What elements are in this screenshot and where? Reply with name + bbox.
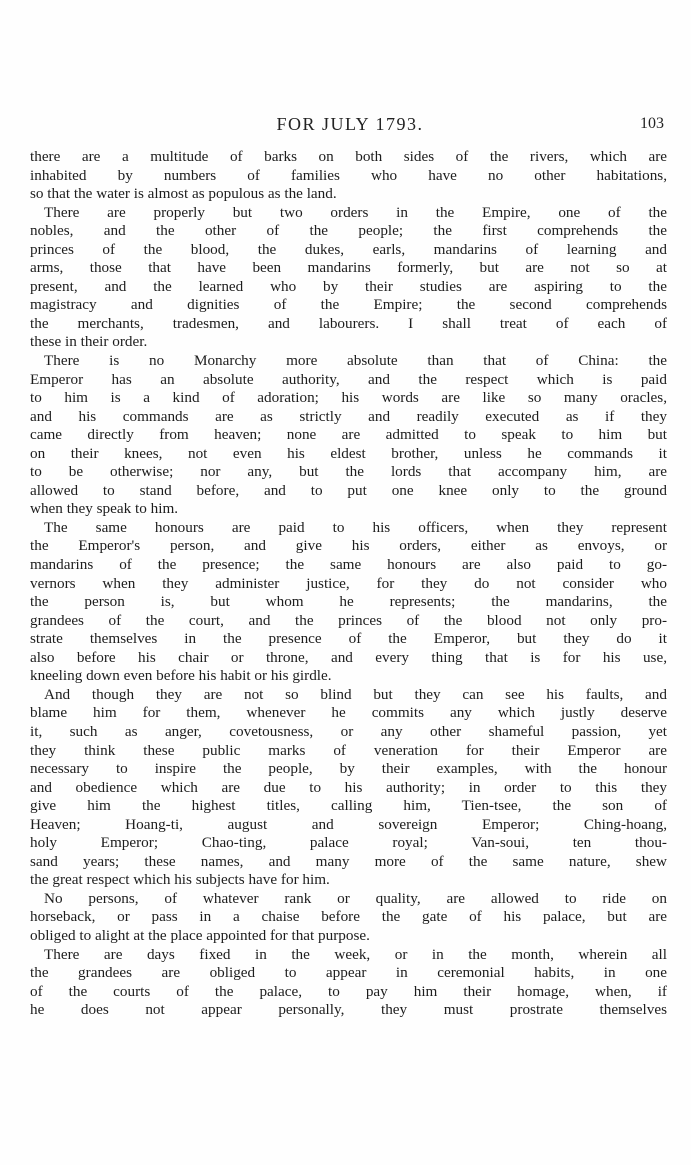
text-line: there are a multitude of barks on both sides of the rivers, which are [30,148,667,165]
text-line: he does not appear personally, they must prostrate themselves [30,1001,667,1019]
text-line: strate themselves in the presence of the Emperor, but they do it [30,630,667,648]
text-line: and his commands are as strictly and readily executed as if they [30,407,667,425]
text-line: sand years; these names, and many more of the same nature, shew [30,852,667,870]
text-line: holy Emperor; Chao-ting, palace royal; Van-soui, ten thou- [30,834,667,852]
running-head: FOR JULY 1793. [276,114,424,134]
text-line: on their knees, not even his eldest brother, unless he commands it [30,444,667,462]
text-line: give him the highest titles, calling him, Tien-tsee, the son of [30,797,667,815]
text-line: blame him for them, whenever he commits any which justly deserve [30,704,667,722]
text-line: horseback, or pass in a chaise before the gate of his palace, but are [30,908,667,926]
text-line: the merchants, tradesmen, and labourers. I shall treat of each of [30,314,667,332]
text-line: No persons, of whatever rank or quality, are allowed to ride on [44,889,667,907]
text-line: The same honours are paid to his officers, when they represent [44,518,667,536]
text-line: present, and the learned who by their studies are aspiring to the [30,277,667,295]
text-line: There are days fixed in the week, or in the month, wherein all [44,945,667,963]
text-line: There is no Monarchy more absolute than that of China: the [44,352,667,370]
text-line: necessary to inspire the people, by their examples, with the honour [30,760,667,778]
text-line: There are properly but two orders in the Empire, one of the [44,203,667,221]
text-line: Heaven; Hoang-ti, august and sovereign Emperor; Ching-hoang, [30,815,667,833]
text-line: Emperor has an absolute authority, and the respect which is paid [30,370,667,388]
text-line: the person is, but whom he represents; the mandarins, the [30,593,667,611]
text-line: mandarins of the presence; the same honours are also paid to go- [30,556,667,574]
text-line: vernors when they administer justice, for they do not consider who [30,574,667,592]
text-line: these in their order. [30,333,148,351]
text-line: when they speak to him. [30,500,179,518]
text-line: allowed to stand before, and to put one knee only to the ground [30,481,667,499]
text-line: so that the water is almost as populous as the land. [30,185,337,203]
text-line: arms, those that have been mandarins formerly, but are not so at [30,259,667,277]
text-line: to him is a kind of adoration; his words are like so many oracles, [30,389,667,407]
text-line: they think these public marks of veneration for their Emperor are [30,741,667,759]
text-line: and obedience which are due to his authority; in order to this they [30,778,667,796]
text-line: magistracy and dignities of the Empire; the second comprehends [30,296,667,314]
text-line: came directly from heaven; none are admitted to speak to him but [30,426,667,444]
body-text [30,148,667,1020]
text-line: princes of the blood, the dukes, earls, mandarins of learning and [30,240,667,258]
text-line: obliged to alight at the place appointed for that purpose. [30,926,370,944]
text-line: kneeling down even before his habit or his girdle. [30,667,332,685]
text-line: nobles, and the other of the people; the first comprehends the [30,222,667,240]
text-line: it, such as anger, covetousness, or any other shameful passion, yet [30,722,667,740]
text-line: the grandees are obliged to appear in ceremonial habits, in one [30,964,667,982]
text-line: And though they are not so blind but they can see his faults, and [44,685,667,703]
text-line: of the courts of the palace, to pay him their homage, when, if [30,982,667,1000]
text-line: inhabited by numbers of families who have no other habitations, [30,166,667,184]
text-line: the great respect which his subjects have for him. [30,871,330,889]
text-line: to be otherwise; nor any, but the lords that accompany him, are [30,463,667,481]
text-line: grandees of the court, and the princes of the blood not only pro- [30,611,667,629]
text-line: also before his chair or throne, and every thing that is for his use, [30,648,667,666]
text-line: the Emperor's person, and give his orders, either as envoys, or [30,537,667,555]
page-header [30,114,670,138]
page-number: 103 [640,115,664,132]
